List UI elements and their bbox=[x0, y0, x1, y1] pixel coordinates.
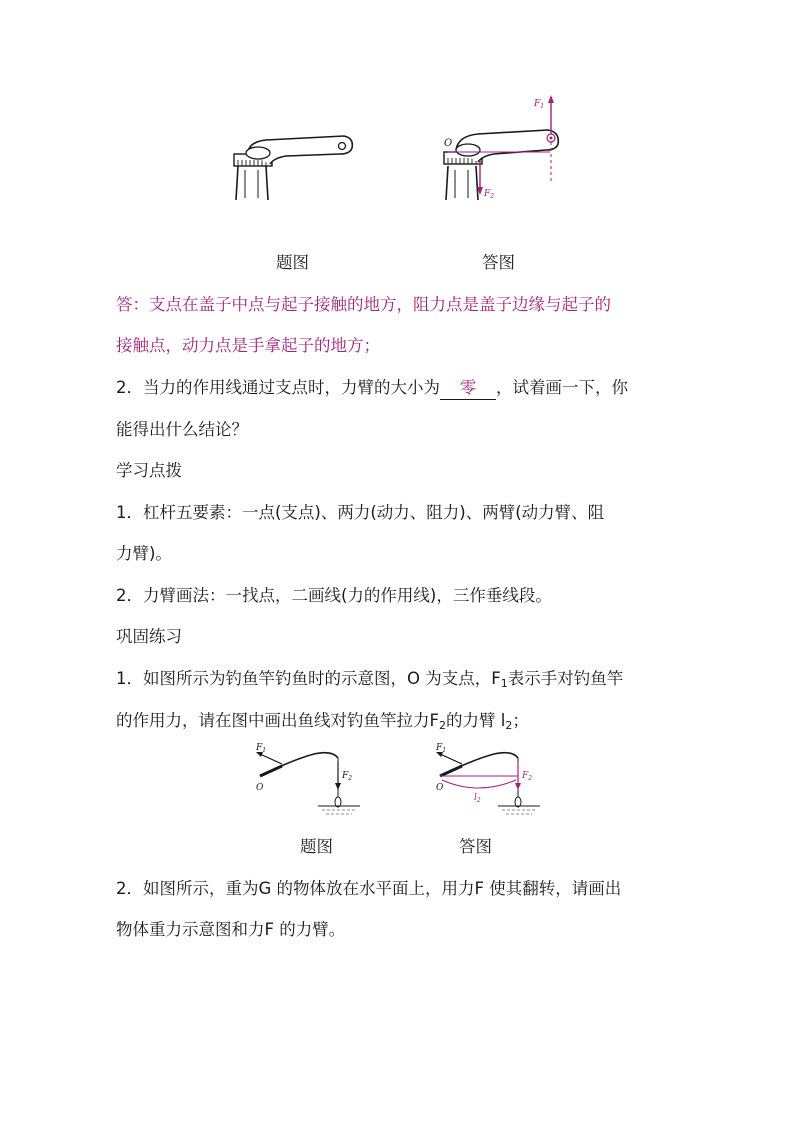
answer1-line1: 答：支点在盖子中点与起子接触的地方，阻力点是盖子边缘与起子的 bbox=[116, 295, 611, 314]
practice-heading: 巩固练习 bbox=[116, 627, 182, 646]
fig2a-label-l2: $l_2$ bbox=[474, 793, 481, 804]
figure1-caption-answer: 答图 bbox=[482, 253, 515, 272]
answer-blank-zero: 零 bbox=[440, 377, 496, 400]
fig2q-label-f1: $F_1$ bbox=[256, 743, 267, 754]
practice2-line2: 物体重力示意图和力F 的力臂。 bbox=[116, 920, 346, 939]
tips-item1-line1: 1．杠杆五要素：一点(支点)、两力(动力、阻力)、两臂(动力臂、阻 bbox=[116, 503, 605, 522]
fig2q-label-f2: $F_2$ bbox=[342, 771, 353, 782]
tips-item2: 2．力臂画法：一找点，二画线(力的作用线)，三作垂线段。 bbox=[116, 586, 552, 605]
figure2-caption-question: 题图 bbox=[300, 837, 333, 856]
answer1-line2: 接触点，动力点是手拿起子的地方； bbox=[116, 336, 380, 355]
opener-figure-question bbox=[226, 122, 356, 202]
force-label-f2: $F_2$ bbox=[484, 189, 495, 200]
fig2a-label-f2: $F_2$ bbox=[522, 771, 533, 782]
practice2-line1: 2．如图所示，重为G 的物体放在水平面上，用力F 使其翻转，请画出 bbox=[116, 879, 622, 898]
tips-heading: 学习点拨 bbox=[116, 461, 182, 480]
fulcrum-label-o: O bbox=[444, 138, 453, 149]
practice1-line1: 1．如图所示为钓鱼竿钓鱼时的示意图，O 为支点，$F_1$表示手对钓鱼竿 bbox=[116, 669, 624, 690]
fig2q-label-o: O bbox=[256, 783, 264, 793]
fishing-rod-figure-answer bbox=[432, 740, 562, 822]
fishing-rod-figure-question bbox=[252, 740, 382, 822]
tips-item1-line2: 力臂)。 bbox=[116, 544, 172, 563]
practice1-line2: 的作用力，请在图中画出鱼线对钓鱼竿拉力$F_2$的力臂 $l_2$； bbox=[116, 711, 529, 732]
figure1-caption-question: 题图 bbox=[276, 253, 309, 272]
force-label-f1: $F_1$ bbox=[534, 99, 545, 110]
fig2a-label-f1: $F_1$ bbox=[436, 743, 447, 754]
question2-line1: 2．当力的作用线通过支点时，力臂的大小为 零 ，试着画一下，你 bbox=[116, 377, 628, 400]
figure2-caption-answer: 答图 bbox=[459, 837, 492, 856]
opener-figure-answer bbox=[436, 92, 566, 206]
fig2a-label-o: O bbox=[436, 783, 444, 793]
question2-line2: 能得出什么结论？ bbox=[116, 420, 248, 439]
